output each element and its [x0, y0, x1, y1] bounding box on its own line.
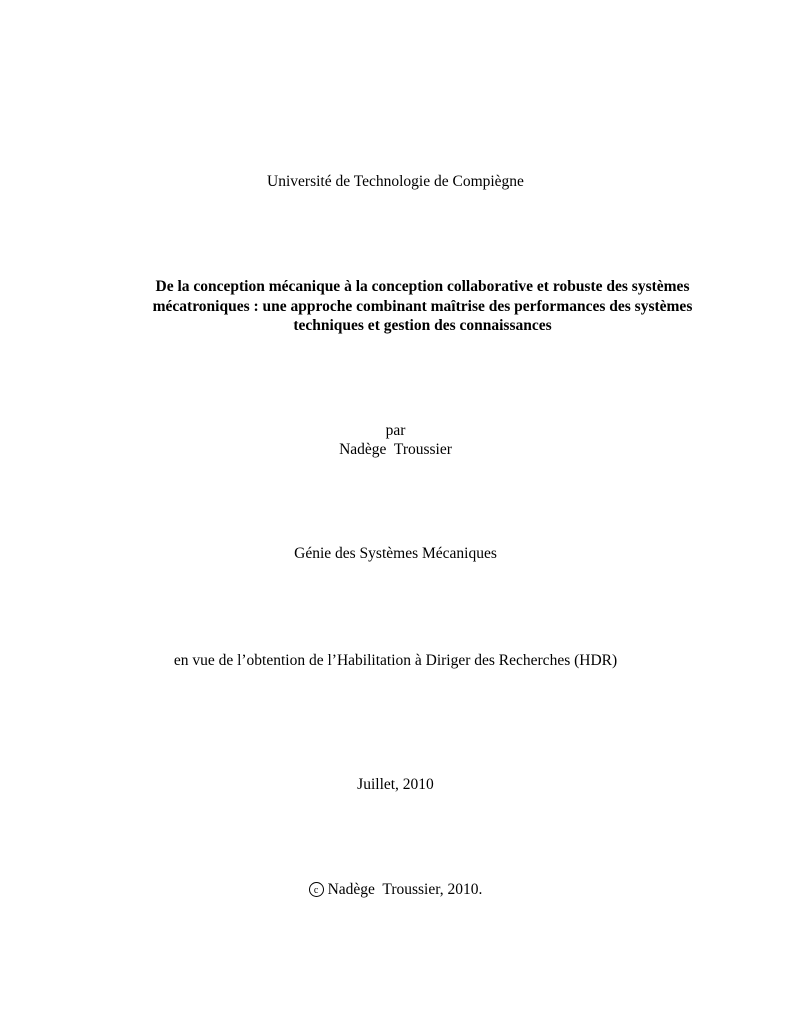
thesis-title [100, 277, 745, 336]
author-name: Nadège Troussier [339, 441, 452, 458]
copyright-text: Nadège Troussier, 2010. [327, 881, 483, 898]
copyright-icon: c [309, 882, 324, 897]
title-line-2: mécatroniques : une approche combinant maîtrise des performances des systèmes [152, 297, 693, 315]
discipline: Génie des Systèmes Mécaniques [294, 545, 497, 562]
copyright-notice [0, 880, 791, 899]
par-label: par [385, 422, 406, 439]
date: Juillet, 2010 [357, 776, 434, 793]
university-name: Université de Technologie de Compiègne [267, 173, 524, 190]
degree-purpose: en vue de l’obtention de l’Habilitation à Diriger des Recherches (HDR) [173, 652, 618, 669]
title-line-3: techniques et gestion des connaissances [293, 317, 552, 334]
title-line-1: De la conception mécanique à la conception collaborative et robuste des systèmes [155, 278, 690, 295]
